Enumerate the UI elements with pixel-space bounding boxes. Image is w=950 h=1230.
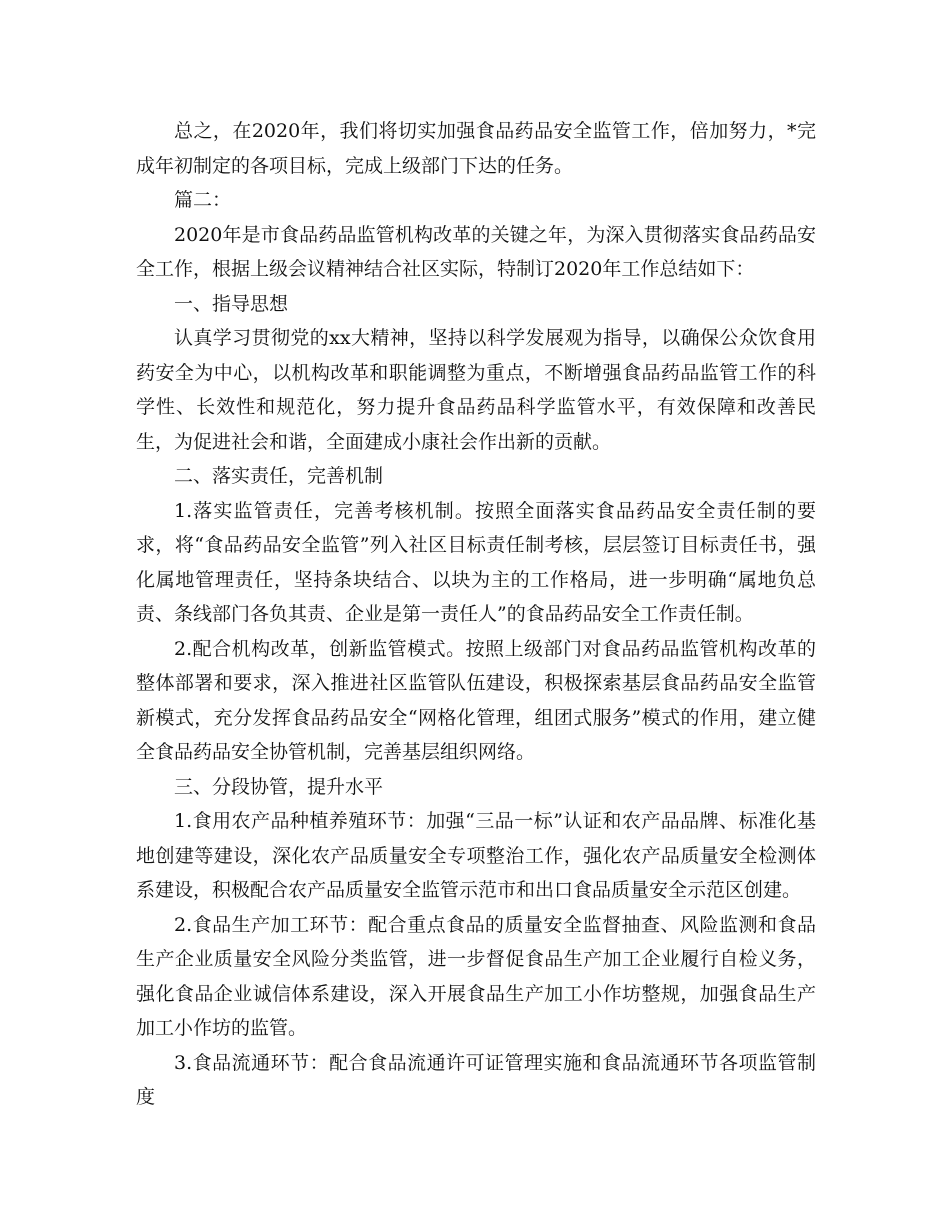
- section-heading-guiding-thought: 一、指导思想: [174, 292, 289, 315]
- paragraph-segment-2: 2.食品生产加工环节：配合重点食品的质量安全监督抽查、风险监测和食品生产企业质量安全风险分类监管，进一步督促食品生产加工企业履行自检义务，强化食品企业诚信体系建设，深入开展食品生产加工小作坊整规，加强食品生产加工小作坊的监管。: [136, 913, 816, 1039]
- document-page: [136, 114, 816, 1115]
- paragraph-part-two-label: 篇二：: [174, 189, 232, 211]
- paragraph-responsibility-1: 1.落实监管责任，完善考核机制。按照全面落实食品药品安全责任制的要求，将“食品药品安全监管”列入社区目标责任制考核，层层签订目标责任书，强化属地管理责任，坚持条块结合、以块为主的工作格局，进一步明确“属地负总责、条线部门各负其责、企业是第一责任人”的食品药品安全工作责任制。: [136, 499, 816, 625]
- paragraph-intro: 2020年是市食品药品监管机构改革的关键之年，为深入贯彻落实食品药品安全工作，根据上级会议精神结合社区实际，特制订2020年工作总结如下：: [136, 223, 816, 280]
- paragraph-responsibility-2: 2.配合机构改革，创新监管模式。按照上级部门对食品药品监管机构改革的整体部署和要求，深入推进社区监管队伍建设，积极探索基层食品药品安全监管新模式，充分发挥食品药品安全“网格化管理，组团式服务”模式的作用，建立健全食品药品安全协管机制，完善基层组织网络。: [136, 637, 816, 763]
- section-heading-segmented-management: 三、分段协管，提升水平: [174, 775, 384, 798]
- paragraph-summary: 总之，在2020年，我们将切实加强食品药品安全监管工作，倍加努力，*完成年初制定的各项目标，完成上级部门下达的任务。: [136, 120, 816, 177]
- paragraph-guiding-thought: 认真学习贯彻党的xx大精神，坚持以科学发展观为指导，以确保公众饮食用药安全为中心，以机构改革和职能调整为重点，不断增强食品药品监管工作的科学性、长效性和规范化，努力提升食品药品科学监管水平，有效保障和改善民生，为促进社会和谐，全面建成小康社会作出新的贡献。: [136, 327, 816, 453]
- section-heading-responsibility: 二、落实责任，完善机制: [174, 465, 384, 487]
- paragraph-segment-3: 3.食品流通环节：配合食品流通许可证管理实施和食品流通环节各项监管制度: [136, 1051, 816, 1108]
- paragraph-segment-1: 1.食用农产品种植养殖环节：加强“三品一标”认证和农产品品牌、标准化基地创建等建设，深化农产品质量安全专项整治工作，强化农产品质量安全检测体系建设，积极配合农产品质量安全监管示范市和出口食品质量安全示范区创建。: [136, 810, 816, 901]
